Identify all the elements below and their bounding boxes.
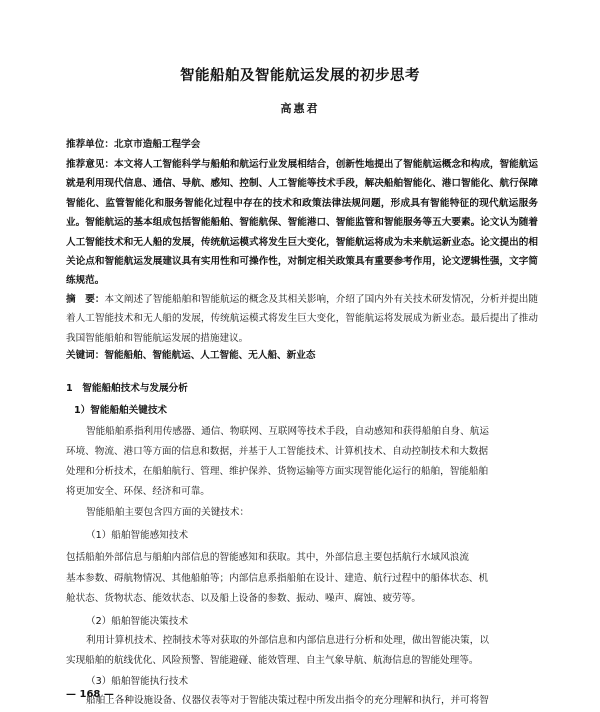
body-line: 船舶上各种设施设备、仪器仪表等对于智能决策过程中所发出指令的充分理解和执行，并可将智 [86,695,489,706]
body-line: 处理和分析技术，在船舶航行、管理、维护保养、货物运输等方面实现智能化运行的船舶，智能船舶 [66,466,489,477]
item-heading: （2）船舶智能决策技术 [86,616,189,627]
item-heading: （1）船舶智能感知技术 [86,530,189,541]
unit-value: 北京市造船工程学会 [113,139,201,150]
abstract-label: 摘 要： [66,294,105,305]
recommendation-paragraph [66,155,538,291]
body-line: 将更加安全、环保、经济和可靠。 [66,486,210,497]
subsection-heading: 1）智能船舶关键技术 [74,405,168,416]
keywords-text: 智能船舶、智能航运、人工智能、无人船、新业态 [104,350,316,361]
author: 高惠君 [280,102,320,115]
keywords-line [66,346,538,365]
body-line: 包括船舶外部信息与船舶内部信息的智能感知和获取。其中，外部信息主要包括航行水域风浪流 [66,552,469,563]
body-line: 利用计算机技术、控制技术等对获取的外部信息和内部信息进行分析和处理，做出智能决策，以 [86,635,489,646]
unit-label: 推荐单位： [66,139,114,150]
keywords-label: 关键词： [66,350,105,361]
body-line: 舱状态、货物状态、能效状态、以及船上设备的参数、振动、噪声、腐蚀、疲劳等。 [66,593,421,604]
body-line: 基本参数、碍航物情况、其他船舶等；内部信息系指船舶在设计、建造、航行过程中的船体状态、机 [66,573,489,584]
body-line: 智能船舶系指利用传感器、通信、物联网、互联网等技术手段，自动感知和获得船舶自身、航运 [86,426,489,437]
abstract-paragraph [66,290,538,348]
body-line: 实现船舶的航线优化、风险预警、智能避碰、能效管理、自主气象导航、航海信息的智能处理等。 [66,655,479,666]
body-line: 环境、物流、港口等方面的信息和数据，并基于人工智能技术、计算机技术、自动控制技术和大数据 [66,446,489,457]
body-line: 智能船舶主要包含四方面的关键技术： [86,507,250,518]
page-number: — 168 — [66,689,114,700]
abstract-text: 本文阐述了智能船舶和智能航运的概念及其相关影响，介绍了国内外有关技术研发情况，分析并提出随着人工智能技术和无人船的发展，传统航运模式将发生巨大变化，智能航运将发展成为新业态。最后提出了推动我国智能船舶和智能航运发展的措施建议。 [66,294,539,344]
recommendation-text: 本文将人工智能科学与船舶和航运行业发展相结合，创新性地提出了智能航运概念和构成，智能航运就是利用现代信息、通信、导航、感知、控制、人工智能等技术手段，解决船舶智能化、港口智能化、航行保障智能化、监管智能化和服务智能化过程中存在的技术和政策法律法规问题，形成具有智能特征的现代航运服务业。智能航运的基本组成包括智能船舶、智能航保、智能港口、智能监管和智能服务等五大要素。论文认为随着人工智能技术和无人船的发展，传统航运模式将发生巨大变化，智能航运将成为未来航运新业态。论文提出的相关论点和智能航运发展建议具有实用性和可操作性，对制定相关政策具有重要参考作用，论文逻辑性强，文字简练规范。 [66,159,539,287]
recommendation-label: 推荐意见： [66,159,115,170]
unit-line [66,135,538,154]
section-heading: 1 智能船舶技术与发展分析 [66,383,188,394]
item-heading: （3）船舶智能执行技术 [86,676,189,687]
paper-title: 智能船舶及智能航运发展的初步思考 [180,68,420,84]
